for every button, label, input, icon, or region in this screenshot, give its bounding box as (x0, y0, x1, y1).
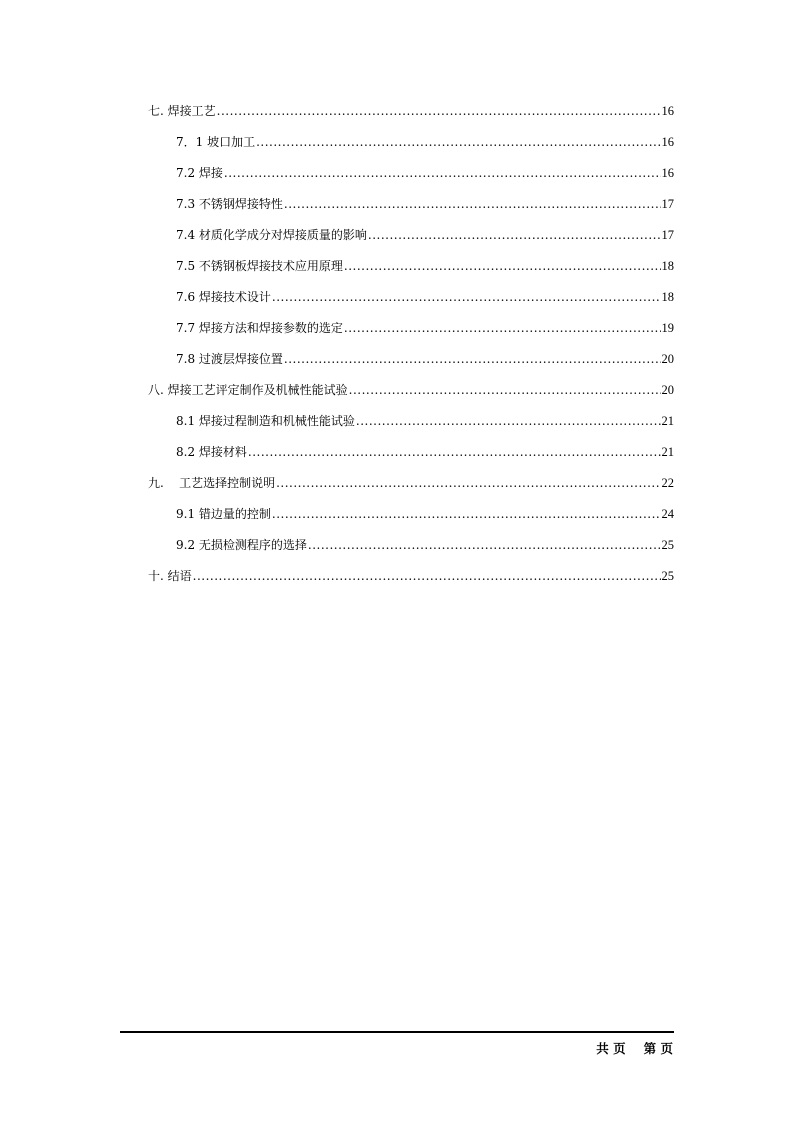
current-page-label: 第 页 (643, 1041, 673, 1056)
toc-entry-label: 7.8 过渡层焊接位置 (176, 352, 283, 366)
toc-entry[interactable] (148, 411, 674, 442)
total-pages-label: 共 页 (596, 1041, 626, 1056)
toc-entry-label: 8.2 焊接材料 (176, 445, 247, 459)
toc-entry-page: 16 (661, 104, 674, 118)
toc-entry-page: 17 (661, 197, 674, 211)
toc-entry[interactable] (148, 473, 674, 504)
toc-entry[interactable] (148, 163, 674, 194)
toc-entry[interactable] (148, 318, 674, 349)
toc-leader-dots (284, 349, 661, 369)
toc-entry-page: 21 (661, 414, 674, 428)
toc-leader-dots (344, 318, 661, 338)
toc-entry[interactable] (148, 194, 674, 225)
toc-entry-page: 21 (661, 445, 674, 459)
toc-entry-page: 17 (661, 228, 674, 242)
toc-entry-page: 20 (661, 383, 674, 397)
toc-entry-label: 8.1 焊接过程制造和机械性能试验 (176, 414, 355, 428)
toc-leader-dots (284, 194, 661, 214)
toc-leader-dots (349, 380, 661, 400)
toc-entry[interactable] (148, 101, 674, 132)
toc-entry-label: 7．1 坡口加工 (176, 135, 256, 149)
toc-entry[interactable] (148, 442, 674, 473)
toc-entry-page: 25 (661, 569, 674, 583)
toc-entry[interactable] (148, 132, 674, 163)
footer-divider (120, 1031, 674, 1033)
toc-entry-label: 7.7 焊接方法和焊接参数的选定 (176, 321, 343, 335)
toc-entry-page: 20 (661, 352, 674, 366)
toc-entry-label: 9.1 错边量的控制 (176, 507, 271, 521)
toc-entry-label: 7.4 材质化学成分对焊接质量的影响 (176, 228, 367, 242)
toc-entry[interactable] (148, 380, 674, 411)
toc-leader-dots (272, 504, 661, 524)
toc-entry-page: 18 (661, 290, 674, 304)
toc-entry-page: 16 (661, 135, 674, 149)
toc-leader-dots (356, 411, 661, 431)
toc-leader-dots (276, 473, 660, 493)
toc-entry-page: 19 (661, 321, 674, 335)
toc-leader-dots (224, 163, 661, 183)
toc-leader-dots (272, 287, 661, 307)
toc-leader-dots (248, 442, 661, 462)
toc-leader-dots (193, 566, 661, 586)
toc-entry-label: 七. 焊接工艺 (148, 104, 216, 118)
toc-entry-label: 7.3 不锈钢焊接特性 (176, 197, 283, 211)
toc-entry[interactable] (148, 566, 674, 597)
toc-entry-label: 7.6 焊接技术设计 (176, 290, 271, 304)
toc-entry[interactable] (148, 287, 674, 318)
toc-leader-dots (308, 535, 661, 555)
toc-entry-label: 7.2 焊接 (176, 166, 223, 180)
toc-leader-dots (256, 132, 660, 152)
toc-entry-label: 9.2 无损检测程序的选择 (176, 538, 307, 552)
table-of-contents (148, 101, 674, 597)
page-footer (596, 1039, 673, 1057)
toc-entry[interactable] (148, 504, 674, 535)
toc-entry-page: 24 (661, 507, 674, 521)
toc-entry[interactable] (148, 535, 674, 566)
toc-entry-label: 九. 工艺选择控制说明 (148, 476, 276, 490)
toc-entry-label: 十. 结语 (148, 569, 192, 583)
toc-entry-page: 25 (661, 538, 674, 552)
toc-entry-label: 八. 焊接工艺评定制作及机械性能试验 (148, 383, 348, 397)
toc-entry[interactable] (148, 225, 674, 256)
toc-entry-page: 22 (661, 476, 674, 490)
toc-entry-page: 16 (661, 166, 674, 180)
toc-entry[interactable] (148, 256, 674, 287)
toc-leader-dots (217, 101, 661, 121)
toc-entry[interactable] (148, 349, 674, 380)
toc-leader-dots (344, 256, 661, 276)
toc-entry-page: 18 (661, 259, 674, 273)
toc-entry-label: 7.5 不锈钢板焊接技术应用原理 (176, 259, 343, 273)
toc-leader-dots (368, 225, 661, 245)
